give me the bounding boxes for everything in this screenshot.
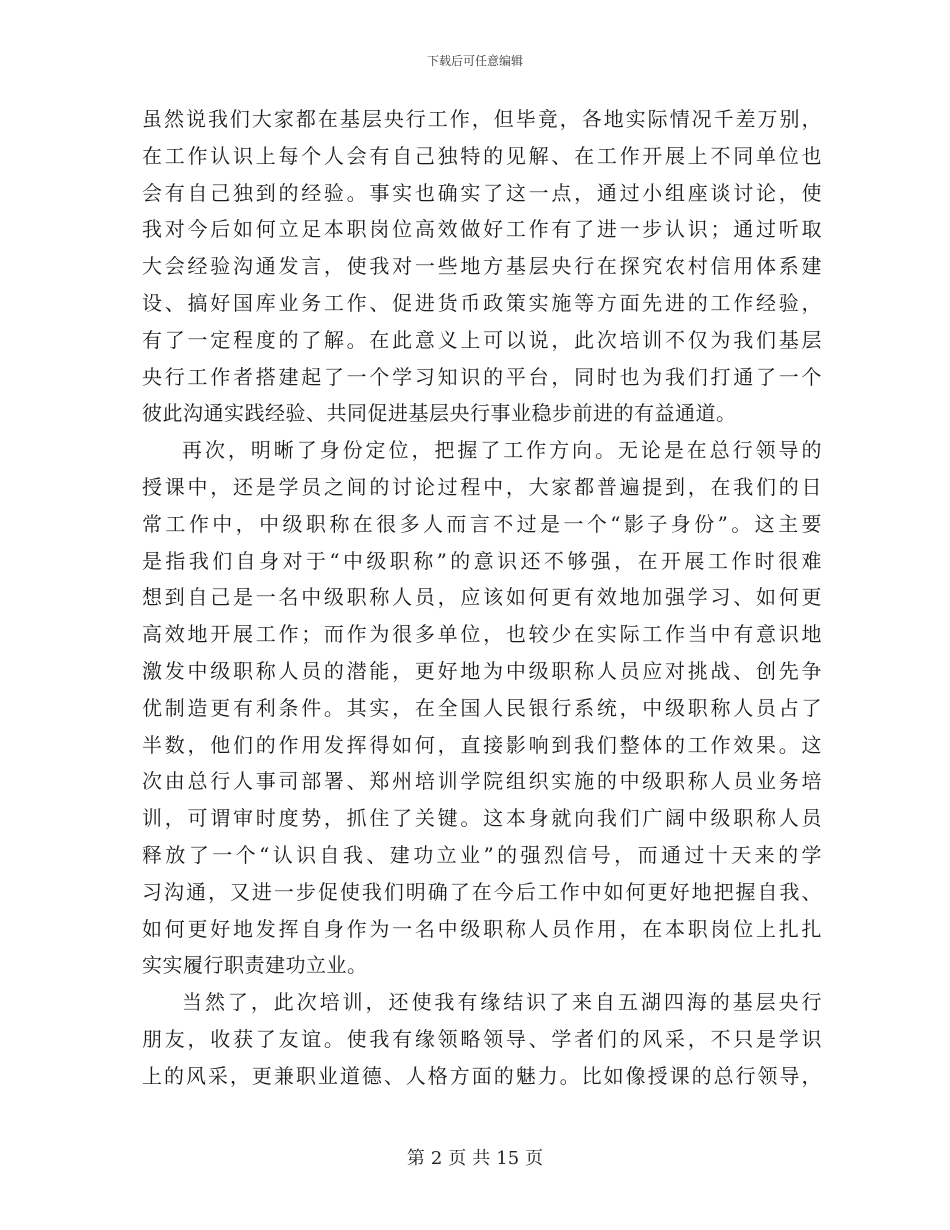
page-header: 下载后可任意编辑 <box>426 54 523 68</box>
page-label-prefix: 第 <box>406 1148 425 1169</box>
total-label: 共 <box>472 1148 491 1169</box>
text-line: 释放了一个“认识自我、建功立业”的强烈信号，而通过十天来的学 <box>142 842 822 867</box>
text-line: 虽然说我们大家都在基层央行工作，但毕竟，各地实际情况千差万别， <box>142 107 822 131</box>
text-line: 优制造更有利条件。其实，在全国人民银行系统，中级职称人员占了 <box>142 695 822 720</box>
text-line: 大会经验沟通发言，使我对一些地方基层央行在探究农村信用体系建 <box>142 254 822 279</box>
text-line: 如何更好地发挥自身作为一名中级职称人员作用，在本职岗位上扎扎 <box>142 916 822 941</box>
text-line-last: 彼此沟通实践经验、共同促进基层央行事业稳步前进的有益通道。 <box>142 401 737 426</box>
text-line: 授课中，还是学员之间的讨论过程中，大家都普遍提到，在我们的日 <box>142 474 822 499</box>
current-page-number: 2 <box>430 1148 443 1169</box>
page-label-suffix: 页 <box>525 1148 544 1169</box>
text-line: 常工作中，中级职称在很多人而言不过是一个“影子身份”。这主要 <box>142 511 822 536</box>
text-line: 高效地开展工作；而作为很多单位，也较少在实际工作当中有意识地 <box>142 622 822 647</box>
text-line-last: 实实履行职责建功立业。 <box>142 953 368 978</box>
text-line: 有了一定程度的了解。在此意义上可以说，此次培训不仅为我们基层 <box>142 327 822 352</box>
text-line: 设、搞好国库业务工作、促进货币政策实施等方面先进的工作经验， <box>142 290 822 315</box>
text-line: 央行工作者搭建起了一个学习知识的平台，同时也为我们打通了一个 <box>142 364 822 389</box>
text-line: 朋友，收获了友谊。使我有缘领略领导、学者们的风采，不只是学识 <box>142 1026 822 1051</box>
text-line: 半数，他们的作用发挥得如何，直接影响到我们整体的工作效果。这 <box>142 732 822 757</box>
text-line: 训，可谓审时度势，抓住了关键。这本身就向我们广阔中级职称人员 <box>142 806 822 831</box>
text-line: 在工作认识上每个人会有自己独特的见解、在工作开展上不同单位也 <box>142 143 822 168</box>
text-line: 会有自己独到的经验。事实也确实了这一点，通过小组座谈讨论，使 <box>142 180 822 205</box>
text-line: 上的风采，更兼职业道德、人格方面的魅力。比如像授课的总行领导， <box>142 1063 822 1088</box>
text-line: 习沟通，又进一步促使我们明确了在今后工作中如何更好地把握自我、 <box>142 879 822 904</box>
total-pages-number: 15 <box>496 1148 520 1169</box>
text-line: 是指我们自身对于“中级职称”的意识还不够强，在开展工作时很难 <box>142 548 822 573</box>
text-line: 我对今后如何立足本职岗位高效做好工作有了进一步认识；通过听取 <box>142 217 822 242</box>
page-label-mid: 页 <box>448 1148 467 1169</box>
document-body <box>142 101 822 1095</box>
text-line: 想到自己是一名中级职称人员，应该如何更有效地加强学习、如何更 <box>142 585 822 610</box>
paragraph-first-line: 再次，明晰了身份定位，把握了工作方向。无论是在总行领导的 <box>182 438 822 463</box>
page-number <box>0 1147 950 1171</box>
text-line: 激发中级职称人员的潜能，更好地为中级职称人员应对挑战、创先争 <box>142 658 822 683</box>
paragraph-first-line: 当然了，此次培训，还使我有缘结识了来自五湖四海的基层央行 <box>182 990 822 1015</box>
text-line: 次由总行人事司部署、郑州培训学院组织实施的中级职称人员业务培 <box>142 769 822 794</box>
